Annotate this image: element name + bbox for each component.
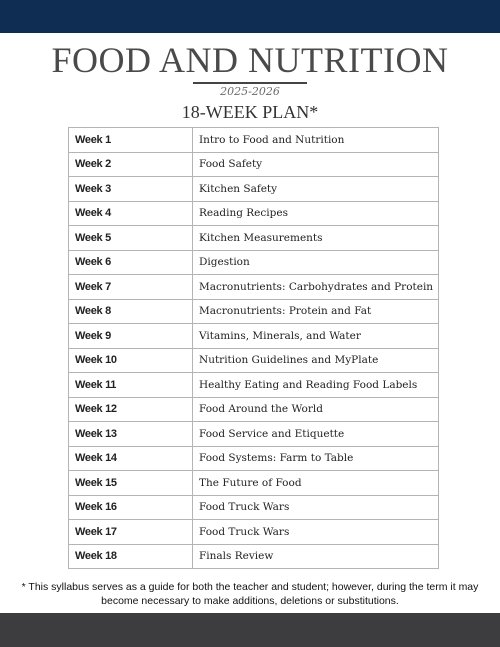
week-topic: Food Service and Etiquette — [193, 422, 439, 447]
week-label: Week 5 — [69, 226, 193, 251]
table-row — [69, 446, 439, 471]
week-topic: Vitamins, Minerals, and Water — [193, 324, 439, 349]
week-topic: Food Truck Wars — [193, 495, 439, 520]
table-row — [69, 299, 439, 324]
top-banner — [0, 0, 500, 33]
week-label: Week 6 — [69, 250, 193, 275]
table-row — [69, 373, 439, 398]
week-topic: Food Systems: Farm to Table — [193, 446, 439, 471]
week-label: Week 9 — [69, 324, 193, 349]
week-label: Week 8 — [69, 299, 193, 324]
school-year: 2025-2026 — [220, 85, 280, 98]
table-row — [69, 324, 439, 349]
week-label: Week 4 — [69, 201, 193, 226]
week-label: Week 16 — [69, 495, 193, 520]
table-row — [69, 128, 439, 153]
table-row — [69, 152, 439, 177]
week-label: Week 1 — [69, 128, 193, 153]
week-topic: Nutrition Guidelines and MyPlate — [193, 348, 439, 373]
table-row — [69, 397, 439, 422]
table-row — [69, 544, 439, 569]
footnote: * This syllabus serves as a guide for both the teacher and student; however, during the term it may become necessary to make additions, deletions or substitutions. — [21, 581, 479, 607]
week-label: Week 14 — [69, 446, 193, 471]
week-topic: Food Truck Wars — [193, 520, 439, 545]
week-label: Week 10 — [69, 348, 193, 373]
table-row — [69, 275, 439, 300]
table-row — [69, 348, 439, 373]
week-label: Week 12 — [69, 397, 193, 422]
week-topic: Reading Recipes — [193, 201, 439, 226]
week-topic: Macronutrients: Protein and Fat — [193, 299, 439, 324]
week-topic: Food Safety — [193, 152, 439, 177]
table-row — [69, 201, 439, 226]
table-row — [69, 422, 439, 447]
week-topic: Finals Review — [193, 544, 439, 569]
week-topic: Digestion — [193, 250, 439, 275]
table-row — [69, 250, 439, 275]
week-label: Week 15 — [69, 471, 193, 496]
week-label: Week 18 — [69, 544, 193, 569]
week-label: Week 3 — [69, 177, 193, 202]
week-topic: Kitchen Measurements — [193, 226, 439, 251]
page-title: FOOD AND NUTRITION — [51, 40, 449, 80]
week-topic: Food Around the World — [193, 397, 439, 422]
bottom-banner — [0, 613, 500, 647]
weekly-schedule-table — [68, 127, 439, 569]
week-label: Week 17 — [69, 520, 193, 545]
plan-subtitle: 18-WEEK PLAN* — [181, 102, 319, 122]
week-topic: Macronutrients: Carbohydrates and Protein — [193, 275, 439, 300]
table-row — [69, 471, 439, 496]
table-row — [69, 177, 439, 202]
table-row — [69, 520, 439, 545]
week-topic: Kitchen Safety — [193, 177, 439, 202]
table-row — [69, 226, 439, 251]
week-label: Week 11 — [69, 373, 193, 398]
week-label: Week 13 — [69, 422, 193, 447]
table-row — [69, 495, 439, 520]
week-topic: The Future of Food — [193, 471, 439, 496]
week-topic: Intro to Food and Nutrition — [193, 128, 439, 153]
week-topic: Healthy Eating and Reading Food Labels — [193, 373, 439, 398]
week-label: Week 7 — [69, 275, 193, 300]
week-label: Week 2 — [69, 152, 193, 177]
